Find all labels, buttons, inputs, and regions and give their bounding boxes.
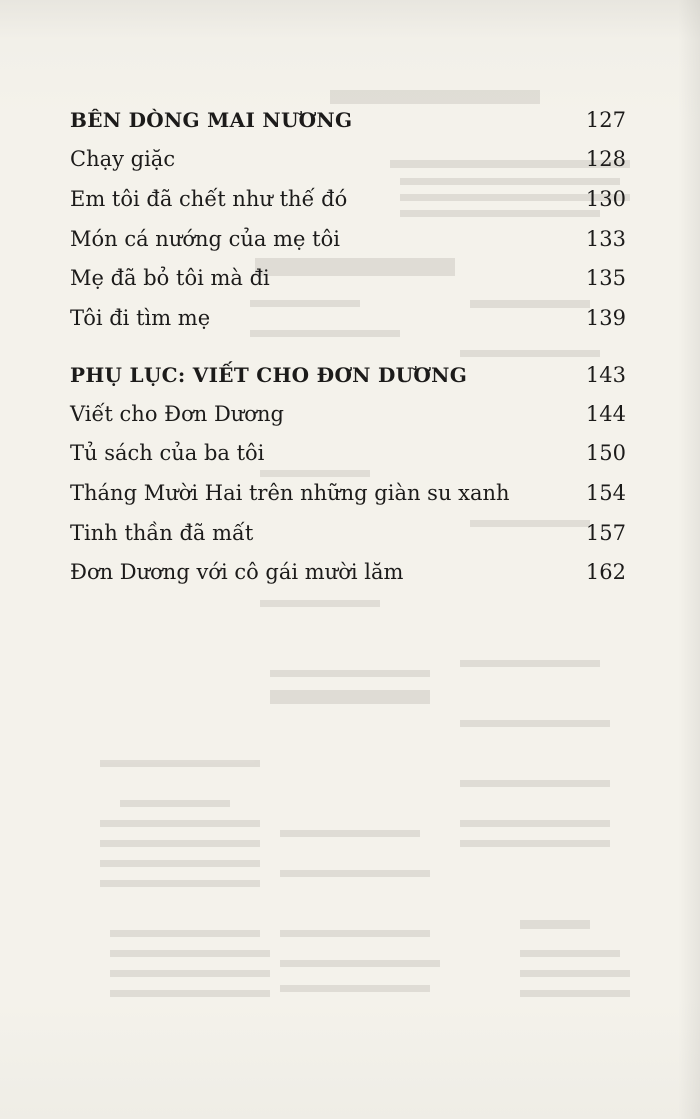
- toc-entry: [70, 394, 626, 434]
- toc-entry-title: Em tôi đã chết như thế đó: [70, 187, 348, 211]
- toc-entry: [70, 552, 626, 592]
- toc-entry-page: 133: [585, 227, 626, 251]
- toc-entry-title: Chạy giặc: [70, 147, 176, 171]
- toc-entry-title: Tinh thần đã mất: [70, 521, 254, 545]
- toc-entry-page: 130: [585, 187, 626, 211]
- toc-entry: [70, 298, 626, 338]
- toc-section-entry: [70, 100, 626, 140]
- toc-entry-title: Tủ sách của ba tôi: [70, 441, 265, 465]
- toc-entry-page: 128: [585, 147, 626, 171]
- toc-entry: [70, 258, 626, 298]
- toc-entry: [70, 513, 626, 553]
- toc-entry-page: 135: [585, 266, 626, 290]
- toc-entry-title: Tôi đi tìm mẹ: [70, 306, 211, 330]
- toc-entry-page: 150: [585, 441, 626, 465]
- toc-entry-page: 154: [585, 481, 626, 505]
- toc-entry-title: Viết cho Đơn Dương: [70, 402, 284, 426]
- toc-entry-title: PHỤ LỤC: VIẾT CHO ĐƠN DƯƠNG: [70, 363, 468, 387]
- toc-entry-page: 162: [585, 560, 626, 584]
- toc-entry-title: Món cá nướng của mẹ tôi: [70, 227, 340, 251]
- toc-entry-title: Mẹ đã bỏ tôi mà đi: [70, 266, 270, 290]
- toc-entry-title: BÊN DÒNG MAI NƯƠNG: [70, 108, 353, 132]
- page-edge-shadow: [678, 0, 700, 1119]
- toc-entry-page: 143: [585, 363, 626, 387]
- toc-entry: [70, 179, 626, 219]
- toc-entry: [70, 219, 626, 259]
- toc-section-entry: [70, 355, 626, 395]
- toc-entry-title: Đơn Dương với cô gái mười lăm: [70, 560, 404, 584]
- toc-entry: [70, 433, 626, 473]
- toc-entry: [70, 473, 626, 513]
- toc-entry: [70, 139, 626, 179]
- toc-entry-title: Tháng Mười Hai trên những giàn su xanh: [70, 481, 510, 505]
- toc-entry-page: 157: [585, 521, 626, 545]
- toc-entry-page: 127: [585, 108, 626, 132]
- toc-entry-page: 144: [585, 402, 626, 426]
- toc-entry-page: 139: [585, 306, 626, 330]
